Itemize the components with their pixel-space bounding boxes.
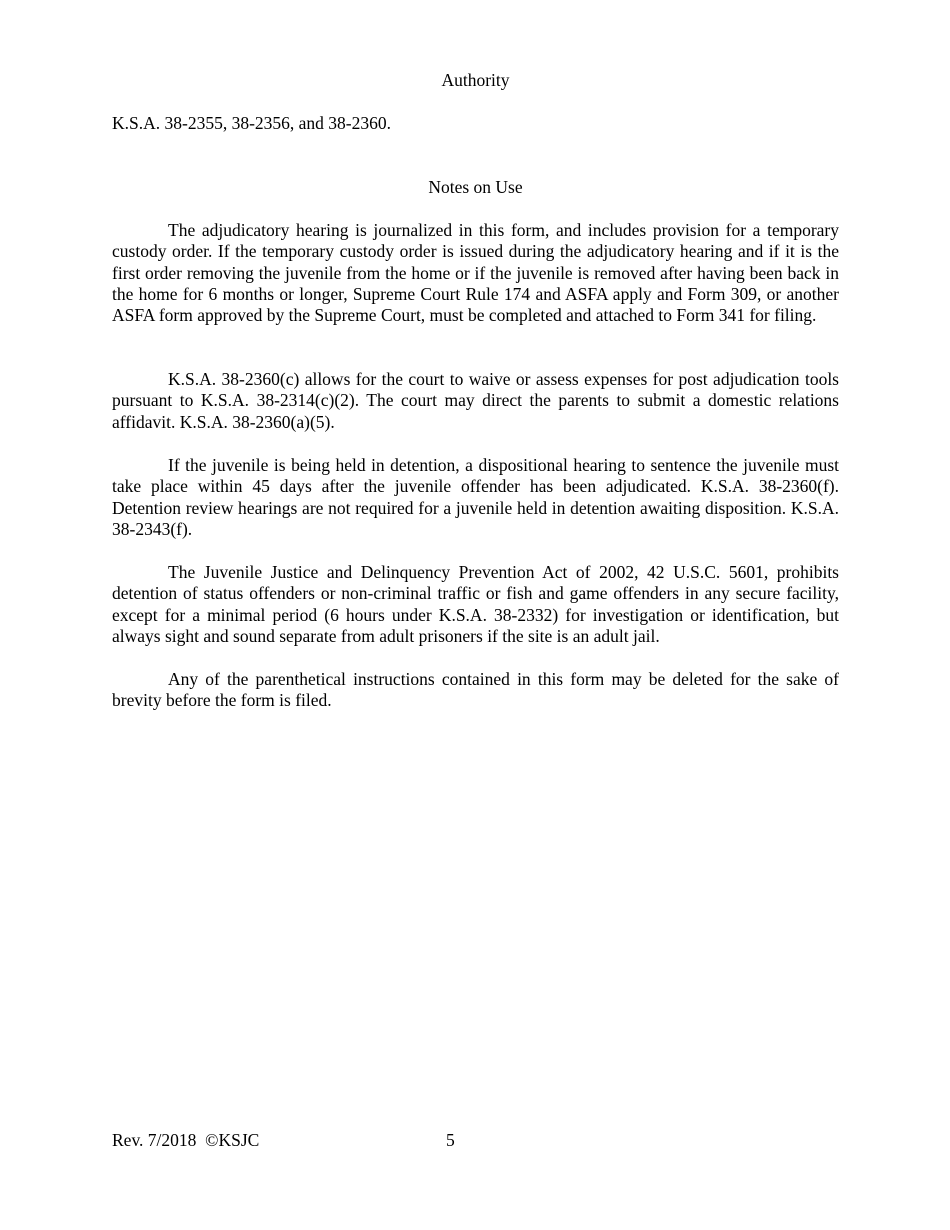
notes-paragraph-detention: If the juvenile is being held in detention, a dispositional hearing to sentence the juvenile must take place within 45 days after the juvenile offender has been adjudicated. K.S.A. 38-2360(f). Detention review hearings are not required for a juvenile held in detention awaiting disposition. K.S.A. 38-2343(f).	[112, 455, 839, 539]
notes-paragraph-temporary-custody: The adjudicatory hearing is journalized in this form, and includes provision for a temporary custody order. If the temporary custody order is issued during the adjudicatory hearing and if it is the first order removing the juvenile from the home or if the juvenile is removed after having been back in the home for 6 months or longer, Supreme Court Rule 174 and ASFA apply and Form 309, or another ASFA form approved by the Supreme Court, must be completed and attached to Form 341 for filing.	[112, 220, 839, 326]
document-page	[112, 0, 839, 1230]
authority-heading: Authority	[441, 70, 510, 90]
authority-citation: K.S.A. 38-2355, 38-2356, and 38-2360.	[112, 113, 392, 133]
footer-page-number: 5	[446, 1130, 455, 1150]
footer-revision: Rev. 7/2018 ©KSJC	[112, 1130, 260, 1150]
notes-paragraph-jjdpa: The Juvenile Justice and Delinquency Prevention Act of 2002, 42 U.S.C. 5601, prohibits detention of status offenders or non-criminal traffic or fish and game offenders in any secure facility, except for a minimal period (6 hours under K.S.A. 38-2332) for investigation or identification, but always sight and sound separate from adult prisoners if the site is an adult jail.	[112, 562, 839, 646]
notes-on-use-heading: Notes on Use	[428, 177, 523, 197]
notes-paragraph-parenthetical: Any of the parenthetical instructions contained in this form may be deleted for the sake of brevity before the form is filed.	[112, 669, 839, 711]
notes-paragraph-expenses: K.S.A. 38-2360(c) allows for the court to waive or assess expenses for post adjudication tools pursuant to K.S.A. 38-2314(c)(2). The court may direct the parents to submit a domestic relations affidavit. K.S.A. 38-2360(a)(5).	[112, 369, 839, 432]
